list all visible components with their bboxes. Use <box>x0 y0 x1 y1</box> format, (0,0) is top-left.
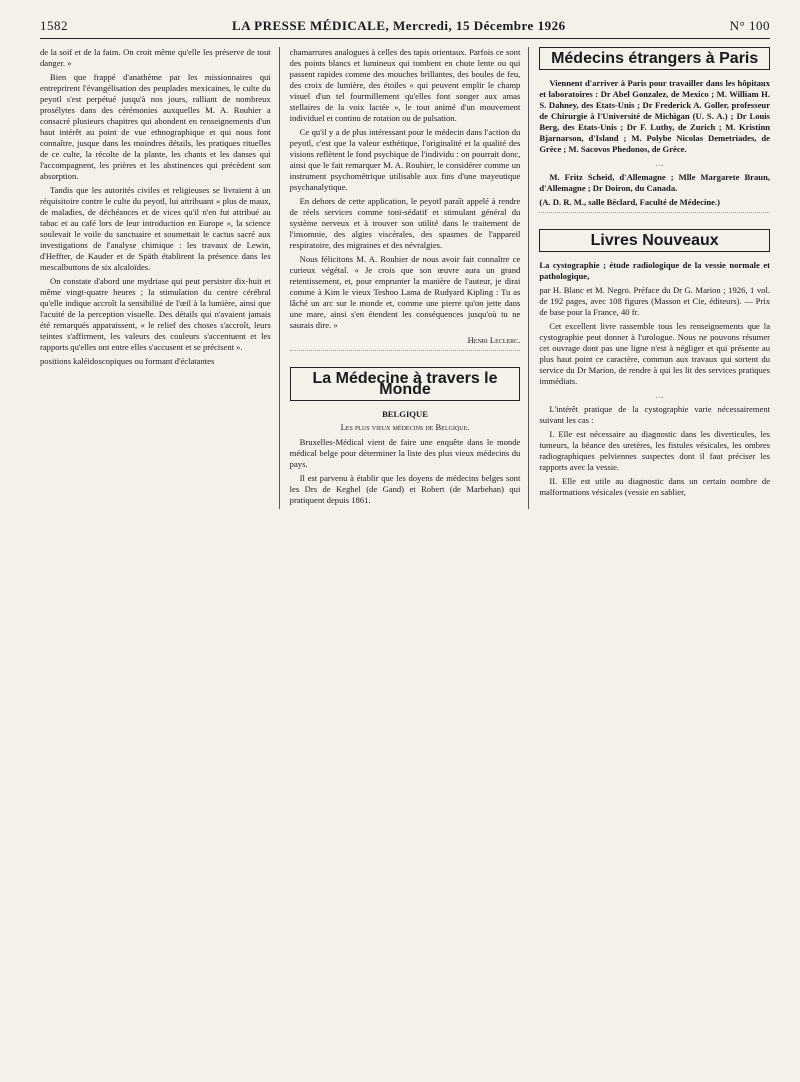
country-heading: BELGIQUE <box>382 409 428 419</box>
column-1 <box>40 47 280 509</box>
paragraph: chamarrures analogues à celles des tapis orientaux. Parfois ce sont des points blancs et lumineux qui tombent en chute lente ou qui passent rapides comme des mouches brillantes, des boules de feu, des croix de lumière, des étoiles « qui peuvent emplir le champ visuel d'un tel fourmillement qu'elles font songer aux amas stellaires de la voix lactée », le tout animé d'un mouvement individuel et continu de rotation ou de pulsation. <box>289 47 521 123</box>
paragraph: I. Elle est nécessaire au diagnostic dans les diverticules, les tumeurs, la béance des uretères, les fistules vésicales, les ombres radiographiques pelviennes suspectes dont il faut préciser les rapports avec la vessie. <box>539 429 771 472</box>
divider <box>290 350 521 363</box>
omission-mark: … <box>655 158 664 168</box>
paragraph: En dehors de cette application, le peyotl paraît appelé à rendre de réels services comme toni-sédatif et stimulant général du système nerveux et à trouver son utilité dans le traitement de l'insomnie, des algies viscérales, des spasmes de l'appareil respiratoire, des migraines et des névralgies. <box>289 196 521 250</box>
paragraph: positions kaléidoscopiques ou formant d'éclatantes <box>40 356 215 366</box>
paragraph: (A. D. R. M., salle Béclard, Faculté de Médecine.) <box>539 197 721 207</box>
paragraph: II. Elle est utile au diagnostic dans un certain nombre de malformations vésicales (vessie en sablier, <box>539 476 771 497</box>
paragraph: On constate d'abord une mydriase qui peut persister dix-huit et même vingt-quatre heures ; la stimulation du centre cérébral qu'elle indique accroît la sensibilité de l'œil à la lumière, ainsi que l'acuité de la perception visuelle. Des détails qui n'avaient jamais été remarqués apparaissent, « le relief des choses s'accroît, leurs teintes s'affirment, les valeurs des couleurs s'accentuent et les rapports qu'elles ont entre elles s'accusent et se précisent ». <box>40 276 271 352</box>
book-title: La cystographie ; étude radiologique de la vessie normale et pathologique, <box>539 260 771 281</box>
paragraph: Tandis que les autorités civiles et religieuses se livraient à un réquisitoire contre le culte du peyotl, lui attribuant « plus de maux, de maladies, de déchéances et de vices qu'il n'en fut attribué au tabac et au café lors de leur introduction en Europe », la science soulevait le voile du sanctuaire et soumettait le cactus sacré aux investigations de l'analyse chimique : les travaux de Lewin, d'Heffter, de Kauder et de Späth établirent la présence dans les mescalbuttons de six alcaloïdes. <box>40 185 271 272</box>
section-heading-medicine-world: La Médecine à travers le Monde <box>290 367 521 401</box>
paragraph: L'intérêt pratique de la cystographie varie nécessairement suivant les cas : <box>539 404 771 425</box>
subheading: Les plus vieux médecins de Belgique. <box>340 422 470 432</box>
divider <box>539 212 770 225</box>
column-3 <box>539 47 770 509</box>
paragraph: M. Fritz Scheid, d'Allemagne ; Mlle Margarete Braun, d'Allemagne ; Dr Doiron, du Canada. <box>539 172 771 193</box>
column-2 <box>290 47 530 509</box>
paragraph: Bruxelles-Médical vient de faire une enquête dans le monde médical belge pour déterminer la liste des plus vieux médecins du pays. <box>289 437 521 469</box>
paragraph: Il est parvenu à établir que les doyens de médecins belges sont les Drs de Keghel (de Gand) et Robert (de Marbehan) qui pratiquent depuis 1861. <box>289 473 521 505</box>
paragraph: de la soif et de la faim. On croit même qu'elle les préserve de tout danger. » <box>40 47 271 68</box>
paragraph: par H. Blanc et M. Negro. Préface du Dr G. Marion ; 1926, 1 vol. de 192 pages, avec 108 figures (Masson et Cie, éditeurs). — Prix de base pour la France, 40 fr. <box>539 285 771 317</box>
paragraph: Cet excellent livre rassemble tous les renseignements que la cystographie peut donner à l'urologue. Nous ne pouvons résumer cet ouvrage dont pas une ligne n'est à négliger et qui présente au plus haut point ce caractère, commun aux travaux qui sortent du service du Dr Marion, de rendre à qui les lit des services pratiques immédiats. <box>539 321 771 386</box>
section-heading-foreign-doctors: Médecins étrangers à Paris <box>539 47 770 70</box>
article-signature: Henri Leclerc. <box>467 335 521 345</box>
paragraph: Nous félicitons M. A. Rouhier de nous avoir fait connaître ce curieux végétal. « Je crois que son œuvre aura un grand retentissement, et, pour emprunter la manière de l'auteur, je dirai comme à Kim le vieux Teshoo Lama de Rudyard Kipling : Tu as lâché un arc sur le monde et, comme une pierre qu'on jette dans une mare, ainsi s'en étendent les conséquences jusqu'où tu ne saurais dire. » <box>289 254 521 330</box>
masthead <box>40 18 770 39</box>
issue-number: N° 100 <box>729 18 770 33</box>
paragraph: Bien que frappé d'anathème par les missionnaires qui entreprirent l'évangélisation des peuplades mexicaines, le culte du peyotl s'est perpétué jusqu'à nos jours, ralliant de nombreux prosélytes dans des cérémonies auxquelles M. A. Rouhier a consacré plusieurs chapitres qui abondent en renseignements d'un haut intérêt au point de vue ethnographique et qui nous font connaître, jusque dans les moindres détails, les pratiques rituelles de ce culte, la récolte de la plante, les chants et les danses qui l'accompagnent, les prières et les abstinences qui précèdent son absorption. <box>40 72 271 181</box>
paragraph: Viennent d'arriver à Paris pour travailler dans les hôpitaux et laboratoires : Dr Abel Gonzalez, de Mexico ; M. William H. S. Dahney, des Etats-Unis ; Dr Frederick A. Goller, professeur de Chirurgie à l'Université de Michigan (U. S. A.) ; Dr Louis Berg, des Etats-Unis ; Dr F. Luthy, de Zurich ; M. Kristinn Bjarnarson, d'Island ; M. Polybe Nicolas Demetriades, de Grèce ; M. Sacovos Phedonos, de Grèce. <box>539 78 771 154</box>
section-heading-new-books: Livres Nouveaux <box>539 229 770 252</box>
publication-title: LA PRESSE MÉDICALE, Mercredi, 15 Décembre 1926 <box>232 18 566 33</box>
page-number: 1582 <box>40 18 68 33</box>
paragraph: Ce qu'il y a de plus intéressant pour le médecin dans l'action du peyotl, c'est que la valeur esthétique, l'originalité et la qualité des visions reflètent le fond psychique de l'individu : on pourrait donc, ainsi que le fait remarquer M. A. Rouhier, le considérer comme un instrument psychométrique utilisable aux fins d'une mayeutique psychanalytique. <box>289 127 521 192</box>
omission-mark: … <box>655 390 664 400</box>
